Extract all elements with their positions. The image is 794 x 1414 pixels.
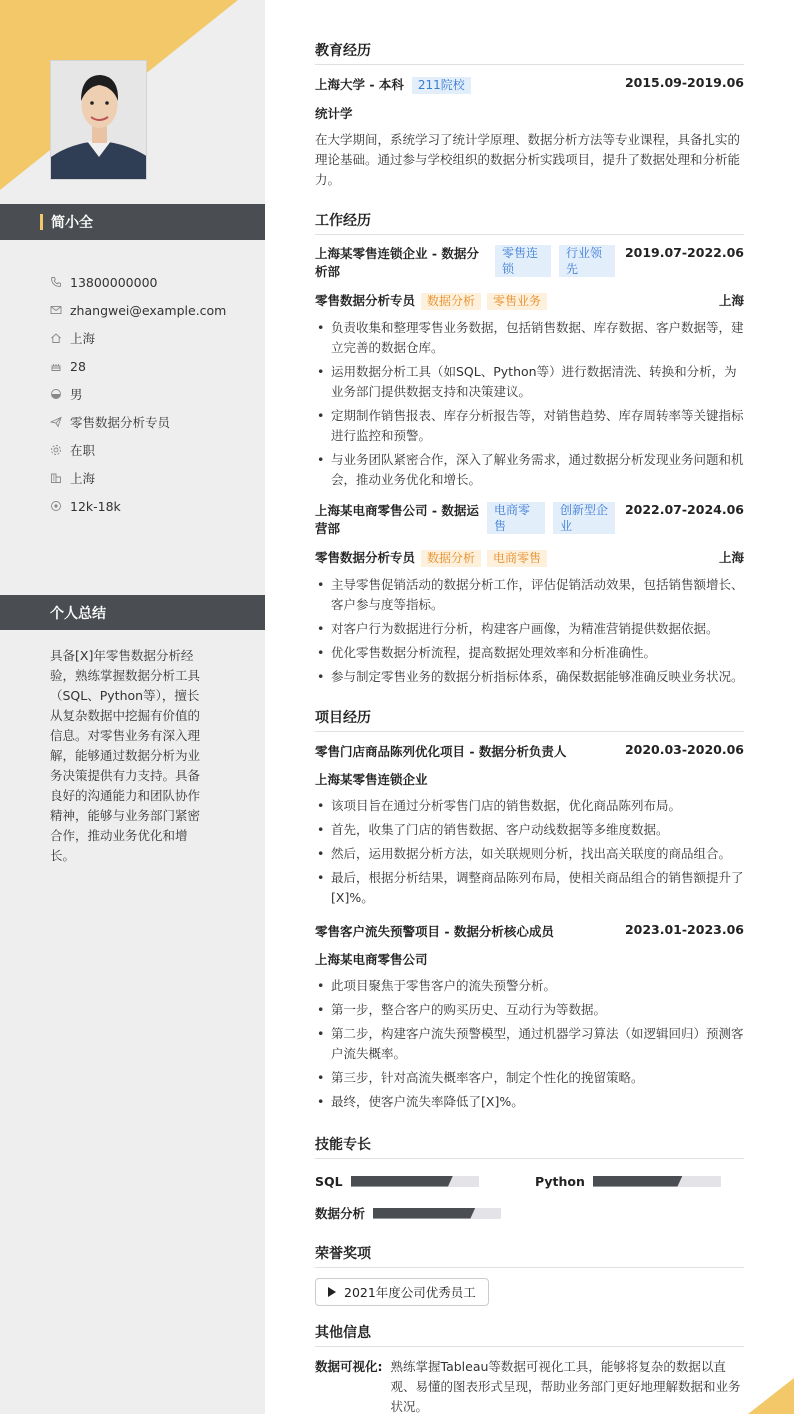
list-item: • 此项目聚焦于零售客户的流失预警分析。 xyxy=(315,976,744,996)
list-item: • 参与制定零售业务的数据分析指标体系，确保数据能够准确反映业务状况。 xyxy=(315,667,744,687)
project-1 xyxy=(315,742,744,908)
city-icon xyxy=(50,472,62,484)
job-header xyxy=(315,502,744,538)
other-text: 熟练掌握Tableau等数据可视化工具，能够将复杂的数据以直观、易懂的图表形式呈现，帮助业务部门更好地理解数据和业务状况。 xyxy=(390,1359,741,1414)
education-header xyxy=(315,75,744,94)
project-org: 上海某零售连锁企业 xyxy=(315,772,428,787)
job-company-line xyxy=(315,502,615,538)
home-icon xyxy=(50,332,62,344)
phone-icon xyxy=(50,276,62,288)
salary-icon xyxy=(50,500,62,512)
list-item: • 然后，运用数据分析方法，如关联规则分析，找出高关联度的商品组合。 xyxy=(315,844,744,864)
job-1 xyxy=(315,245,744,490)
list-item: • 第一步，整合客户的购买历史、互动行为等数据。 xyxy=(315,1000,744,1020)
contact-status xyxy=(50,436,260,464)
skill-row xyxy=(315,1201,744,1225)
education-desc: 在大学期间，系统学习了统计学原理、数据分析方法等专业课程，具备扎实的理论基础。通过参与学校组织的数据分析实践项目，提升了数据处理和分析能力。 xyxy=(315,132,741,187)
list-item: • 第三步，针对高流失概率客户，制定个性化的挽留策略。 xyxy=(315,1068,744,1088)
contact-email xyxy=(50,296,260,324)
job-header xyxy=(315,245,744,281)
list-item: • 主导零售促销活动的数据分析工作，评估促销活动效果，包括销售额增长、客户参与度等指标。 xyxy=(315,575,744,615)
project-date: 2023.01-2023.06 xyxy=(624,922,744,937)
other-label: 数据可视化: xyxy=(315,1359,383,1374)
skill-bar xyxy=(593,1176,721,1187)
job-company-line xyxy=(315,245,615,281)
skills-title: 技能专长 xyxy=(315,1134,744,1159)
age-icon xyxy=(50,360,62,372)
contact-text: 零售数据分析专员 xyxy=(70,415,171,430)
list-item: • 最终，使客户流失率降低了[X]%。 xyxy=(315,1092,744,1112)
education-school-line xyxy=(315,75,471,94)
person-name: 简小全 xyxy=(51,215,93,231)
position-tag: 数据分析 xyxy=(421,293,481,310)
skill-bar xyxy=(373,1208,501,1219)
skill-name: Python xyxy=(535,1173,585,1189)
list-item: • 第二步，构建客户流失预警模型，通过机器学习算法（如逻辑回归）预测客户流失概率。 xyxy=(315,1024,744,1064)
job-date: 2022.07-2024.06 xyxy=(624,502,744,517)
skill-bar-fill xyxy=(593,1176,683,1187)
summary-text: 具备[X]年零售数据分析经验，熟练掌握数据分析工具（SQL、Python等），擅长从复杂数据中挖掘有价值的信息。对零售业务有深入理解，能够通过数据分析为业务决策提供有力支持。具备良好的沟通能力和团队协作精神，能够与业务部门紧密合作，推动业务优化和增长。 xyxy=(50,648,201,863)
contact-text: 上海 xyxy=(70,331,96,346)
name-accent xyxy=(40,214,43,230)
project-header xyxy=(315,742,744,760)
education-major: 统计学 xyxy=(315,106,353,121)
award-text: 2021年度公司优秀员工 xyxy=(344,1285,476,1300)
work-title: 工作经历 xyxy=(315,210,744,235)
education-title: 教育经历 xyxy=(315,40,744,65)
skill-item xyxy=(315,1174,535,1189)
name-bar xyxy=(0,204,265,240)
award-item[interactable] xyxy=(315,1278,489,1306)
project-header xyxy=(315,922,744,940)
list-item: • 负责收集和整理零售业务数据，包括销售数据、库存数据、客户数据等，建立完善的数据仓库。 xyxy=(315,318,744,358)
skill-name: 数据分析 xyxy=(315,1206,366,1221)
job-position-wrap xyxy=(315,548,547,567)
skill-bar-fill xyxy=(351,1176,453,1187)
list-item: • 对客户行为数据进行分析，构建客户画像，为精准营销提供数据依据。 xyxy=(315,619,744,639)
list-item: • 运用数据分析工具（如SQL、Python等）进行数据清洗、转换和分析，为业务部门提供数据支持和决策建议。 xyxy=(315,362,744,402)
other-title: 其他信息 xyxy=(315,1322,744,1347)
job-company: 上海某零售连锁企业 - 数据分析部 xyxy=(315,246,479,279)
list-item: • 优化零售数据分析流程，提高数据处理效率和分析准确性。 xyxy=(315,643,744,663)
contact-text: 在职 xyxy=(70,443,96,458)
job-position-wrap xyxy=(315,291,547,310)
contact-phone xyxy=(50,268,260,296)
job-position-line xyxy=(315,548,744,567)
job-position: 零售数据分析专员 xyxy=(315,550,416,565)
sidebar xyxy=(0,0,265,1414)
position-tag: 零售业务 xyxy=(487,293,547,310)
project-name: 零售门店商品陈列优化项目 - 数据分析负责人 xyxy=(315,744,567,759)
contact-text: 28 xyxy=(70,358,86,374)
contact-city xyxy=(50,464,260,492)
position-tag: 电商零售 xyxy=(487,550,547,567)
honors-title: 荣誉奖项 xyxy=(315,1243,744,1268)
list-item: • 定期制作销售报表、库存分析报告等，对销售趋势、库存周转率等关键指标进行监控和预警。 xyxy=(315,406,744,446)
education-date: 2015.09-2019.06 xyxy=(624,75,744,90)
job-date: 2019.07-2022.06 xyxy=(624,245,744,260)
contact-age xyxy=(50,352,260,380)
mail-icon xyxy=(50,304,62,316)
job-city: 上海 xyxy=(718,293,744,308)
contact-text: 12k-18k xyxy=(70,498,121,514)
job-2 xyxy=(315,502,744,687)
list-item: • 与业务团队紧密合作，深入了解业务需求，通过数据分析发现业务问题和机会，推动业务优化和增长。 xyxy=(315,450,744,490)
job-tag: 行业领先 xyxy=(559,245,615,277)
school-name: 上海大学 - 本科 xyxy=(315,77,404,92)
job-tag: 零售连锁 xyxy=(495,245,551,277)
job-position-line xyxy=(315,291,744,310)
skill-bar-fill xyxy=(373,1208,475,1219)
projects-title: 项目经历 xyxy=(315,707,744,732)
list-item: • 首先，收集了门店的销售数据、客户动线数据等多维度数据。 xyxy=(315,820,744,840)
contact-text: 上海 xyxy=(70,471,96,486)
contact-job xyxy=(50,408,260,436)
school-tag: 211院校 xyxy=(412,77,471,94)
skill-row xyxy=(315,1169,744,1193)
other-row xyxy=(315,1357,744,1414)
skill-item xyxy=(535,1174,721,1189)
project-date: 2020.03-2020.06 xyxy=(624,742,744,757)
contact-text: 男 xyxy=(70,387,83,402)
project-points xyxy=(315,976,744,1112)
contact-list xyxy=(50,268,260,520)
list-item: • 该项目旨在通过分析零售门店的销售数据，优化商品陈列布局。 xyxy=(315,796,744,816)
list-item: • 最后，根据分析结果，调整商品陈列布局，使相关商品组合的销售额提升了[X]%。 xyxy=(315,868,744,908)
contact-location xyxy=(50,324,260,352)
summary-title: 个人总结 xyxy=(0,595,265,630)
job-icon xyxy=(50,416,62,428)
skill-name: SQL xyxy=(315,1173,343,1189)
project-2 xyxy=(315,922,744,1112)
contact-text: 13800000000 xyxy=(70,274,158,290)
job-position: 零售数据分析专员 xyxy=(315,293,416,308)
contact-salary xyxy=(50,492,260,520)
play-icon xyxy=(328,1287,336,1297)
project-name: 零售客户流失预警项目 - 数据分析核心成员 xyxy=(315,924,554,939)
job-company: 上海某电商零售公司 - 数据运营部 xyxy=(315,503,479,536)
project-org: 上海某电商零售公司 xyxy=(315,952,428,967)
contact-gender xyxy=(50,380,260,408)
main-content xyxy=(315,40,744,1414)
position-tag: 数据分析 xyxy=(421,550,481,567)
status-icon xyxy=(50,444,62,456)
contact-text: zhangwei@example.com xyxy=(70,302,227,318)
job-tag: 创新型企业 xyxy=(553,502,615,534)
gender-icon xyxy=(50,388,62,400)
job-duties xyxy=(315,318,744,490)
job-duties xyxy=(315,575,744,687)
decorative-corner xyxy=(748,1378,794,1414)
skill-bar xyxy=(351,1176,479,1187)
skill-item xyxy=(315,1204,501,1222)
avatar xyxy=(50,60,147,180)
job-tag: 电商零售 xyxy=(487,502,545,534)
job-city: 上海 xyxy=(718,550,744,565)
project-points xyxy=(315,796,744,908)
